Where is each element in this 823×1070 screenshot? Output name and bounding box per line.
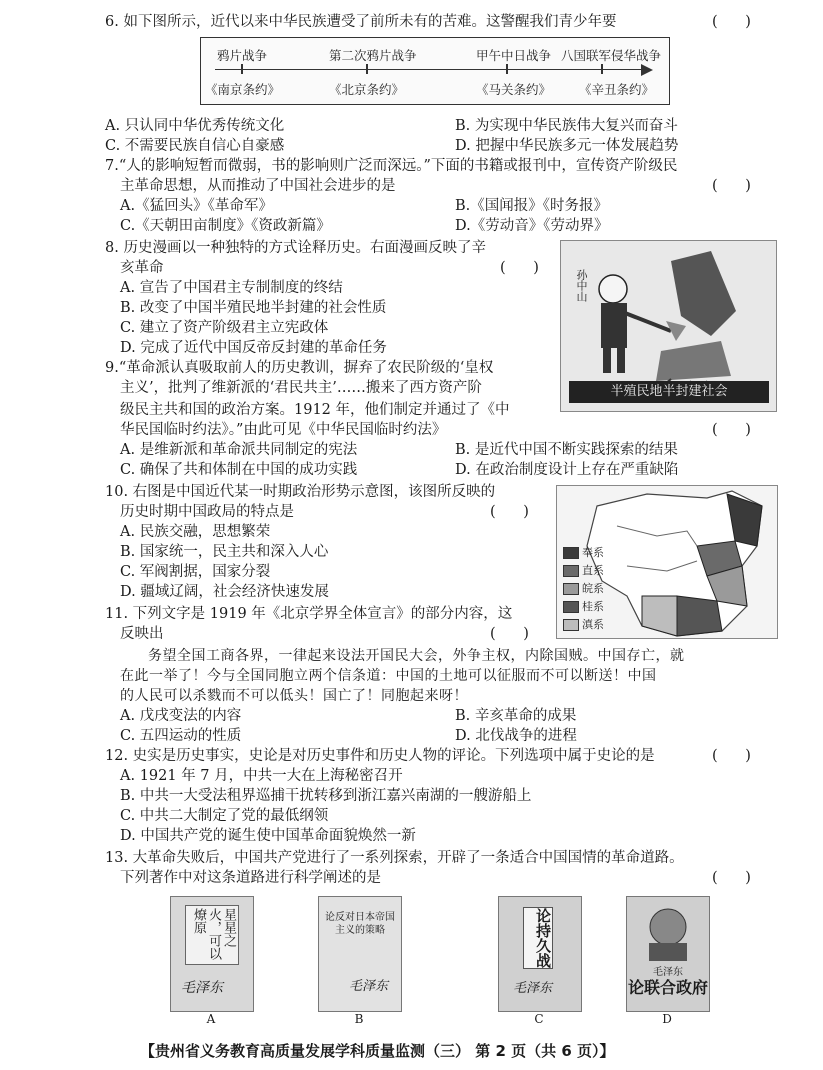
q13-book-b[interactable]: [318, 896, 402, 1012]
book-title: 论反对日本帝国主义的策略: [325, 912, 395, 936]
q6-timeline: [200, 37, 670, 105]
legend-label: 皖系: [582, 582, 604, 595]
q6-option-a[interactable]: A. 只认同中华优秀传统文化: [105, 118, 285, 134]
timeline-event-1: 鸦片战争: [217, 48, 268, 63]
q7-stem-line1: 7.“人的影响短暂而微弱，书的影响则广泛而深远。”下面的书籍或报刊中，宣传资产阶级民: [105, 158, 678, 174]
q10-option-a[interactable]: A. 民族交融，思想繁荣: [120, 524, 271, 540]
q8-option-c[interactable]: C. 建立了资产阶级君主立宪政体: [120, 320, 329, 336]
q9-stem-line3: 级民主共和国的政治方案。1912 年，他们制定并通过了《中: [120, 402, 510, 418]
q12-option-d[interactable]: D. 中国共产党的诞生使中国革命面貌焕然一新: [120, 828, 416, 844]
q11-quote-line3: 的人民可以杀戮而不可以低头！国亡了！同胞起来呀！: [120, 688, 468, 704]
q10-answer-paren: ( ): [490, 504, 529, 520]
legend-swatch: [563, 547, 579, 559]
q9-stem-line2: 主义’，批判了维新派的‘君民共主’……搬来了西方资产阶: [120, 380, 482, 396]
q10-option-d[interactable]: D. 疆域辽阔，社会经济快速发展: [120, 584, 329, 600]
q11-answer-paren: ( ): [490, 626, 529, 642]
legend-label: 桂系: [582, 600, 604, 613]
timeline-tick: [241, 64, 243, 74]
q8-stem-line2: 亥革命: [120, 260, 164, 276]
book-title: 论联合政府: [627, 978, 708, 997]
book-author-signature: 毛泽东: [349, 979, 389, 994]
q13-book-c-caption: C: [534, 1012, 544, 1026]
timeline-treaty-3: 《马关条约》: [476, 82, 552, 97]
q10-stem-line2: 历史时期中国政局的特点是: [120, 504, 294, 520]
book-title: 论持久战: [523, 907, 553, 969]
timeline-tick: [506, 64, 508, 74]
q13-book-c[interactable]: [498, 896, 582, 1012]
q11-option-b[interactable]: B. 辛亥革命的成果: [455, 708, 577, 724]
legend-item-guixi: [563, 598, 604, 614]
timeline-tick: [366, 64, 368, 74]
q9-answer-paren: ( ): [712, 422, 751, 438]
q11-stem-line2: 反映出: [120, 626, 164, 642]
q7-stem-line2: 主革命思想，从而推动了中国社会进步的是: [120, 178, 396, 194]
legend-label: 滇系: [582, 618, 604, 631]
timeline-treaty-4: 《辛丑条约》: [579, 82, 655, 97]
q6-option-c[interactable]: C. 不需要民族自信心自豪感: [105, 138, 285, 154]
q12-option-c[interactable]: C. 中共二大制定了党的最低纲领: [120, 808, 329, 824]
q10-map: [556, 485, 778, 639]
q13-book-a[interactable]: [170, 896, 254, 1012]
timeline-tick: [601, 64, 603, 74]
timeline-treaty-1: 《南京条约》: [205, 82, 281, 97]
q11-option-d[interactable]: D. 北伐战争的进程: [455, 728, 577, 744]
q12-option-b[interactable]: B. 中共一大受法租界巡捕干扰转移到浙江嘉兴南湖的一艘游船上: [120, 788, 532, 804]
q12-stem: 12. 史实是历史事实，史论是对历史事件和历史人物的评论。下列选项中属于史论的是: [105, 748, 655, 764]
page-footer: 【贵州省义务教育高质量发展学科质量监测（三） 第 2 页（共 6 页）】: [140, 1042, 615, 1060]
legend-swatch: [563, 601, 579, 613]
cartoon-banner: 半殖民地半封建社会: [569, 381, 769, 403]
q13-answer-paren: ( ): [712, 870, 751, 886]
timeline-arrow-icon: [641, 64, 653, 76]
q8-cartoon: [560, 240, 777, 412]
q9-option-a[interactable]: A. 是维新派和革命派共同制定的宪法: [120, 442, 358, 458]
legend-swatch: [563, 619, 579, 631]
legend-item-fengxi: [563, 544, 604, 560]
q7-option-b[interactable]: B.《国闻报》《时务报》: [455, 198, 609, 214]
q13-stem-line1: 13. 大革命失败后，中国共产党进行了一系列探索，开辟了一条适合中国国情的革命道路。: [105, 850, 684, 866]
q9-option-c[interactable]: C. 确保了共和体制在中国的成功实践: [120, 462, 358, 478]
cartoon-figure-label: 孙中山: [575, 269, 588, 302]
q9-stem-line4: 华民国临时约法》。”由此可见《中华民国临时约法》: [120, 422, 447, 438]
legend-item-dianxi: [563, 616, 604, 632]
q6-option-b[interactable]: B. 为实现中华民族伟大复兴而奋斗: [455, 118, 678, 134]
q12-option-a[interactable]: A. 1921 年 7 月，中共一大在上海秘密召开: [120, 768, 403, 784]
q13-book-b-caption: B: [354, 1012, 364, 1026]
q9-option-d[interactable]: D. 在政治制度设计上存在严重缺陷: [455, 462, 679, 478]
timeline-event-3: 甲午中日战争: [476, 48, 552, 63]
q11-quote-line1: 务望全国工商各界，一律起来设法开国民大会，外争主权，内除国贼。中国存亡，就: [148, 648, 685, 664]
q8-option-a[interactable]: A. 宣告了中国君主专制制度的终结: [120, 280, 343, 296]
q6-stem: 6. 如下图所示，近代以来中华民族遭受了前所未有的苦难。这警醒我们青少年要: [105, 14, 617, 30]
legend-item-wanxi: [563, 580, 604, 596]
book-author: 毛泽东: [653, 967, 683, 978]
book-author-signature: 毛泽东: [513, 981, 553, 996]
q12-answer-paren: ( ): [712, 748, 751, 764]
q13-book-d[interactable]: [626, 896, 710, 1012]
q9-option-b[interactable]: B. 是近代中国不断实践探索的结果: [455, 442, 678, 458]
q7-option-c[interactable]: C.《天朝田亩制度》《资政新篇》: [120, 218, 331, 234]
q13-stem-line2: 下列著作中对这条道路进行科学阐述的是: [120, 870, 381, 886]
q8-option-b[interactable]: B. 改变了中国半殖民地半封建的社会性质: [120, 300, 387, 316]
book-title: 星星之火，可以燎原: [185, 905, 239, 965]
q13-book-a-caption: A: [206, 1012, 216, 1026]
timeline-treaty-2: 《北京条约》: [329, 82, 405, 97]
q8-stem-line1: 8. 历史漫画以一种独特的方式诠释历史。右面漫画反映了辛: [105, 240, 486, 256]
timeline-event-2: 第二次鸦片战争: [329, 48, 417, 63]
legend-label: 奉系: [582, 546, 604, 559]
q10-option-c[interactable]: C. 军阀割据，国家分裂: [120, 564, 271, 580]
q9-stem-line1: 9.“革命派认真吸取前人的历史教训，摒弃了农民阶级的‘皇权: [105, 360, 494, 376]
legend-swatch: [563, 565, 579, 577]
book-author-signature: 毛泽东: [181, 980, 223, 996]
q11-option-a[interactable]: A. 戊戌变法的内容: [120, 708, 242, 724]
timeline-event-4: 八国联军侵华战争: [561, 48, 662, 63]
q10-option-b[interactable]: B. 国家统一，民主共和深入人心: [120, 544, 329, 560]
q7-option-a[interactable]: A.《猛回头》《革命军》: [120, 198, 273, 214]
timeline-axis: [215, 69, 643, 70]
legend-item-zhixi: [563, 562, 604, 578]
q7-option-d[interactable]: D.《劳动音》《劳动界》: [455, 218, 609, 234]
q6-answer-paren: ( ): [712, 14, 751, 30]
portrait-illustration: [627, 901, 709, 961]
q6-option-d[interactable]: D. 把握中华民族多元一体发展趋势: [455, 138, 679, 154]
legend-swatch: [563, 583, 579, 595]
q11-option-c[interactable]: C. 五四运动的性质: [120, 728, 242, 744]
q11-quote-line2: 在此一举了！今与全国同胞立两个信条道：中国的土地可以征服而不可以断送！中国: [120, 668, 657, 684]
q13-book-d-caption: D: [662, 1012, 672, 1026]
q10-stem-line1: 10. 右图是中国近代某一时期政治形势示意图，该图所反映的: [105, 484, 496, 500]
legend-label: 直系: [582, 564, 604, 577]
q11-stem-line1: 11. 下列文字是 1919 年《北京学界全体宣言》的部分内容，这: [105, 606, 513, 622]
q8-answer-paren: ( ): [500, 260, 539, 276]
q7-answer-paren: ( ): [712, 178, 751, 194]
q8-option-d[interactable]: D. 完成了近代中国反帝反封建的革命任务: [120, 340, 387, 356]
